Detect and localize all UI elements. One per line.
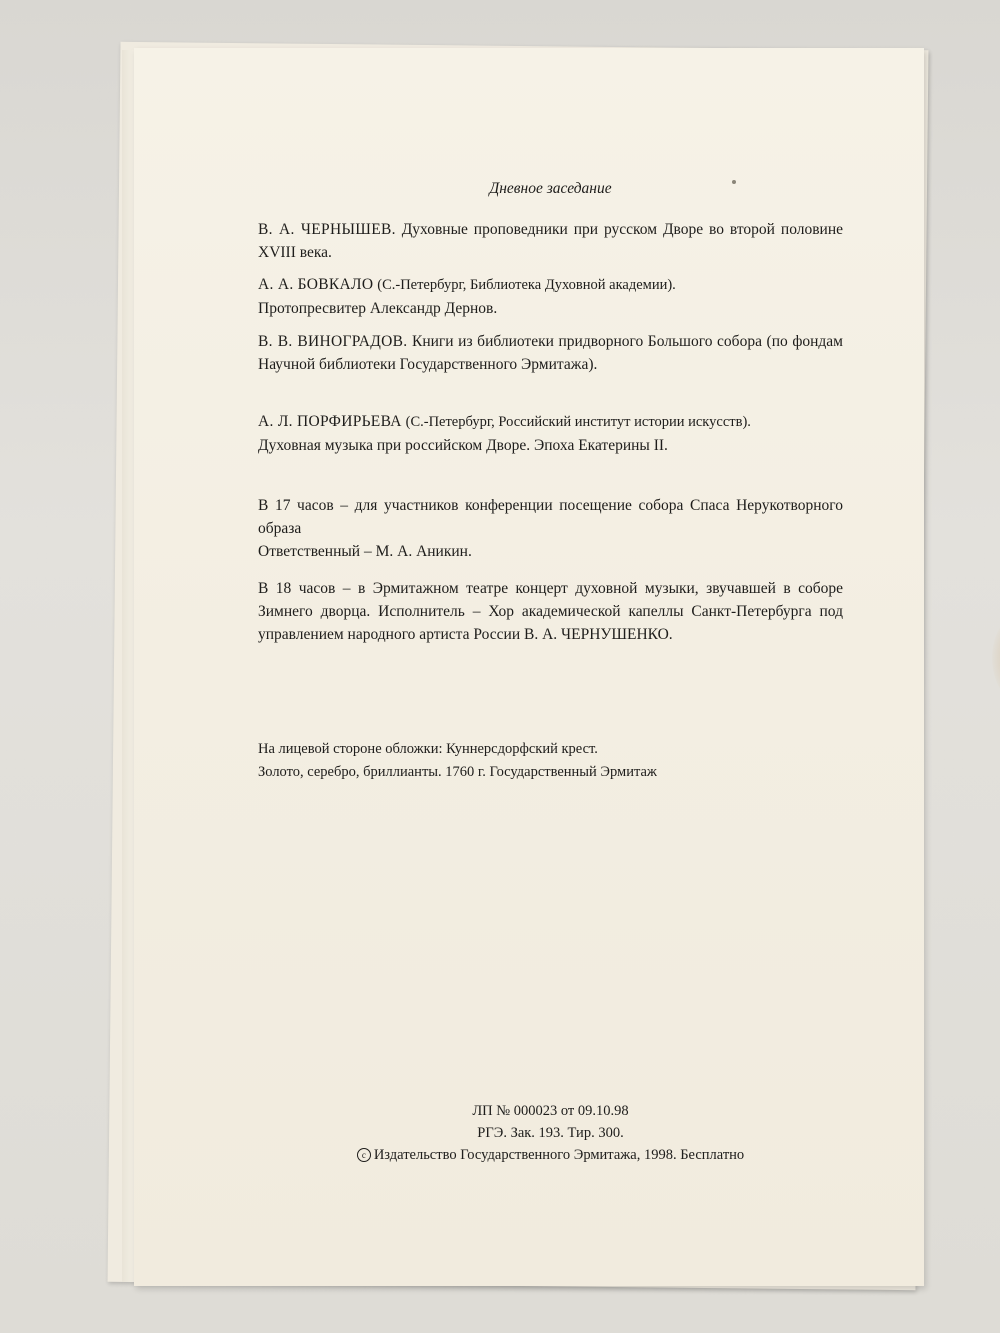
entry-author: А. Л. ПОРФИРЬЕВА: [258, 413, 402, 430]
event-17-responsible: Ответственный – М. А. Аникин.: [258, 543, 472, 560]
event-18-block: [258, 577, 843, 646]
copyright-icon: c: [357, 1148, 371, 1162]
entry-bovkalo: [258, 273, 843, 320]
entry-title: Духовная музыка при российском Дворе. Эпоха Екатерины II.: [258, 437, 668, 454]
imprint-publisher: [258, 1144, 843, 1166]
entry-title: Книги из библиотеки придворного Большого собора (по фондам Научной библиотеки Государственного Эрмитажа).: [258, 333, 843, 373]
entry-title: Протопресвитер Александр Дернов.: [258, 300, 498, 317]
event-17-block: [258, 494, 843, 563]
session-heading: Дневное заседание: [489, 180, 612, 197]
imprint-license: ЛП № 000023 от 09.10.98: [472, 1103, 629, 1119]
entry-affiliation: (С.-Петербург, Библиотека Духовной академии).: [377, 277, 676, 293]
entry-affiliation: (С.-Петербург, Российский институт истории искусств).: [405, 414, 751, 430]
entry-chernyshev: [258, 218, 843, 264]
entry-vinogradov: [258, 330, 843, 376]
entry-title: Духовные проповедники при русском Дворе во второй половине XVIII века.: [258, 221, 844, 261]
entry-author: В. В. ВИНОГРАДОВ.: [258, 333, 408, 350]
event-18-text: В 18 часов – в Эрмитажном театре концерт духовной музыки, звучавшей в соборе Зимнего дворца. Исполнитель – Хор академической капеллы Санкт-Петербурга под управлением народного артиста России В. А. ЧЕРНУШЕНКО.: [258, 580, 843, 643]
cover-note: [258, 738, 843, 784]
imprint-publisher-text: Издательство Государственного Эрмитажа, 1998. Бесплатно: [373, 1147, 745, 1163]
imprint-block: [258, 1100, 843, 1166]
entry-porfirieva: [258, 410, 843, 457]
cover-note-line-1: На лицевой стороне обложки: Куннерсдорфский крест.: [258, 741, 598, 757]
event-17-text: В 17 часов – для участников конференции посещение собора Спаса Нерукотворного образа: [258, 497, 843, 537]
entry-author: В. А. ЧЕРНЫШЕВ.: [258, 221, 396, 238]
imprint-order: РГЭ. Зак. 193. Тир. 300.: [477, 1125, 624, 1141]
cover-note-line-2: Золото, серебро, бриллианты. 1760 г. Государственный Эрмитаж: [258, 764, 657, 780]
entry-author: А. А. БОВКАЛО: [258, 276, 374, 293]
